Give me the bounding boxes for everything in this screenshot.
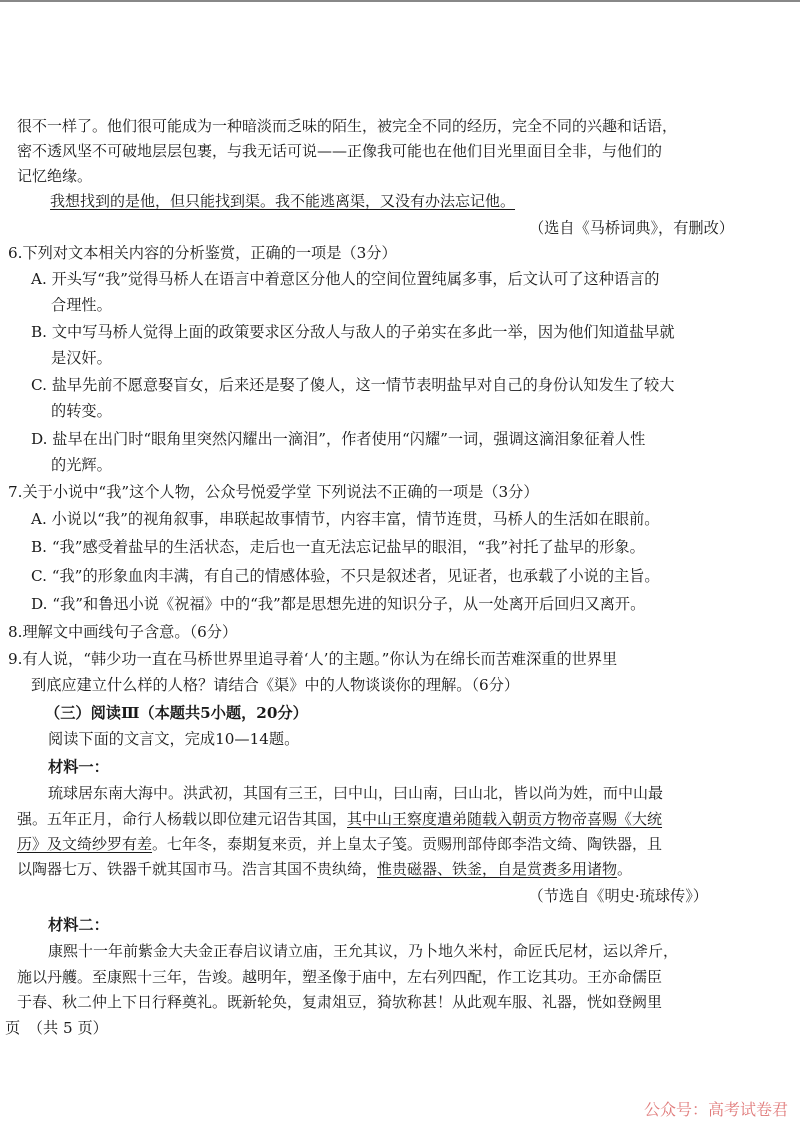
material-2-line: 于春、秋二仲上下日行释奠礼。既新轮奂，复肃俎豆，猗欤称甚！从此观车服、礼器，恍如登阙里 bbox=[17, 993, 663, 1011]
q6-option-c: C. 盐早先前不愿意娶盲女，后来还是娶了傻人，这一情节表明盐早对自己的身份认知发生了较大 bbox=[31, 376, 675, 394]
q7-option-d: D. “我”和鲁迅小说《祝福》中的“我”都是思想先进的知识分子，从一处离开后回归又离开。 bbox=[31, 595, 646, 613]
question-9-stem-cont: 到底应建立什么样的人格？请结合《渠》中的人物谈谈你的理解。（6分） bbox=[31, 676, 520, 694]
q6-option-a-cont: 合理性。 bbox=[51, 296, 112, 314]
passage-line: 记忆绝缘。 bbox=[17, 167, 93, 185]
q6-option-c-cont: 的转变。 bbox=[51, 402, 112, 420]
material-1-line: 历》及文绮纱罗有差。七年冬，泰期复来贡，并上皇太子笺。贡赐刑部侍郎李浩文绮、陶铁器，且 bbox=[17, 835, 663, 853]
material-1-line: 强。五年正月，命行人杨载以即位建元诏告其国，其中山王察度遣弟随载入朝贡方物帝喜赐《大统 bbox=[17, 810, 663, 828]
q6-option-a: A. 开头写“我”觉得马桥人在语言中着意区分他人的空间位置纯属多事，后文认可了这种语言的 bbox=[31, 270, 660, 288]
section-heading: （三）阅读Ⅲ（本题共5小题，20分） bbox=[45, 704, 308, 722]
q6-option-d: D. 盐早在出门时“眼角里突然闪耀出一滴泪”，作者使用“闪耀”一词，强调这滴泪象征着人性 bbox=[31, 430, 646, 448]
underlined-sentence: 其中山王察度遣弟随载入朝贡方物帝喜赐《大统 bbox=[347, 810, 663, 828]
question-9-stem: 9.有人说，“韩少功一直在马桥世界里追寻着‘人’的主题。”你认为在绵长而苦难深重的世界里 bbox=[8, 650, 618, 668]
underlined-sentence: 历》及文绮纱罗有差 bbox=[17, 835, 153, 853]
q7-option-a: A. 小说以“我”的视角叙事，串联起故事情节，内容丰富，情节连贯，马桥人的生活如在眼前。 bbox=[31, 510, 660, 528]
underlined-sentence: 惟贵磁器、铁釜，自是赏赉多用诸物 bbox=[377, 860, 618, 878]
material-2-line: 施以丹艧。至康熙十三年，告竣。越明年，塑圣像于庙中，左右列四配，作工讫其功。王亦命儒臣 bbox=[17, 968, 663, 986]
q7-option-c: C. “我”的形象血肉丰满，有自己的情感体验，不只是叙述者，见证者，也承载了小说的主旨。 bbox=[31, 567, 660, 585]
material-1-line: 以陶器七万、铁器千就其国市马。浩言其国不贵纨绮，惟贵磁器、铁釜，自是赏赉多用诸物。 bbox=[17, 860, 633, 878]
question-7-stem: 7.关于小说中“我”这个人物，公众号悦爱学堂 下列说法不正确的一项是（3分） bbox=[8, 483, 539, 501]
q6-option-d-cont: 的光辉。 bbox=[51, 456, 112, 474]
watermark: 公众号：高考试卷君 bbox=[643, 1100, 788, 1119]
underlined-sentence: 我想找到的是他，但只能找到渠。我不能逃离渠，又没有办法忘记他。 bbox=[50, 192, 516, 210]
material-1-title: 材料一： bbox=[48, 758, 109, 776]
material-2-title: 材料二： bbox=[48, 916, 109, 934]
passage-source: （选自《马桥词典》，有删改） bbox=[528, 219, 734, 237]
page-footer: 页 （共 5 页） bbox=[5, 1019, 108, 1037]
section-intro: 阅读下面的文言文，完成10—14题。 bbox=[48, 730, 300, 748]
material-1-line: 琉球居东南大海中。洪武初，其国有三王，曰中山，曰山南，曰山北，皆以尚为姓，而中山最 bbox=[48, 784, 664, 802]
question-6-stem: 6.下列对文本相关内容的分析鉴赏，正确的一项是（3分） bbox=[8, 244, 397, 262]
material-1-source: （节选自《明史·琉球传》） bbox=[528, 887, 708, 905]
q6-option-b: B. 文中写马桥人觉得上面的政策要求区分敌人与敌人的子弟实在多此一举，因为他们知道盐早就 bbox=[31, 323, 675, 341]
top-border-line bbox=[0, 0, 800, 2]
q7-option-b: B. “我”感受着盐早的生活状态，走后也一直无法忘记盐早的眼泪，“我”衬托了盐早的形象。 bbox=[31, 538, 645, 556]
material-2-line: 康熙十一年前紫金大夫金正春启议请立庙，王允其议，乃卜地久米村，命匠氏尼材，运以斧斤， bbox=[48, 942, 679, 960]
q6-option-b-cont: 是汉奸。 bbox=[51, 349, 112, 367]
passage-line: 很不一样了。他们很可能成为一种暗淡而乏味的陌生，被完全不同的经历，完全不同的兴趣和话语， bbox=[17, 117, 678, 135]
passage-line: 密不透风坚不可破地层层包裹，与我无话可说——正像我可能也在他们目光里面目全非，与他们的 bbox=[17, 142, 663, 160]
question-8-stem: 8.理解文中画线句子含意。（6分） bbox=[8, 623, 238, 641]
